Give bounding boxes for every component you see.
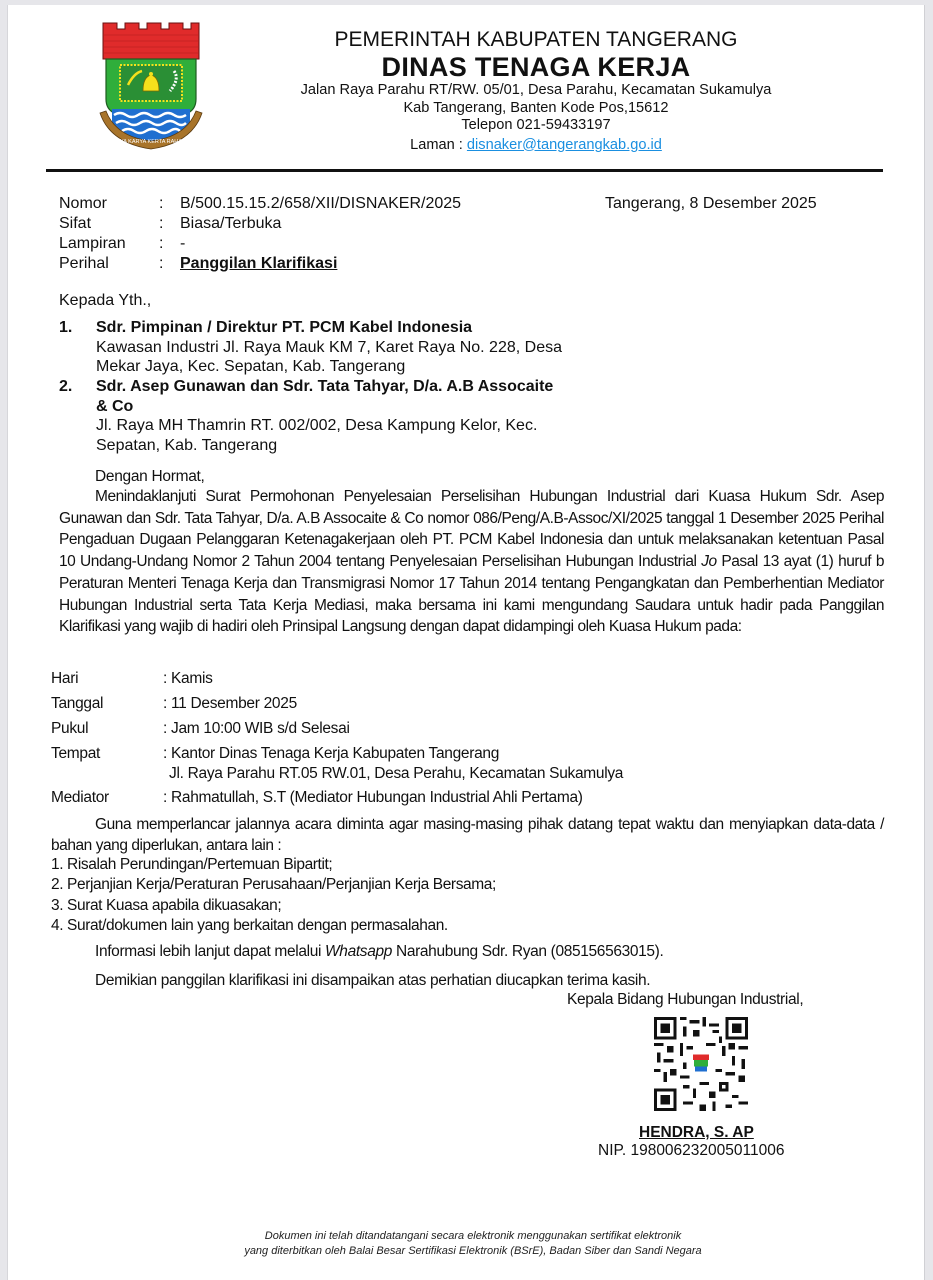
- recipient-number: 2.: [59, 378, 73, 395]
- schedule-label-pukul: Pukul: [51, 720, 89, 737]
- website-label: Laman :: [410, 136, 467, 153]
- schedule-value-hari: : Kamis: [163, 670, 213, 687]
- info-italic: Whatsapp: [325, 943, 393, 960]
- letter-date: Tangerang, 8 Desember 2025: [605, 195, 817, 212]
- schedule-value-pukul: : Jam 10:00 WIB s/d Selesai: [163, 720, 350, 737]
- paragraph-text: Guna memperlancar jalannya acara diminta agar masing-masing pihak datang tepat waktu dan menyiapkan data-data / bahan yang diperlukan, antara lain :: [51, 816, 884, 854]
- logo-motto: SATYA KARYA KERTA RAHARJA: [109, 139, 193, 145]
- salutation: Kepada Yth.,: [59, 292, 152, 309]
- meta-colon: :: [159, 235, 164, 252]
- meta-label-nomor: Nomor: [59, 195, 108, 212]
- paragraph-italic: Jo: [701, 553, 717, 571]
- signatory-nip: NIP. 198006232005011006: [598, 1142, 785, 1159]
- meta-value-perihal: Panggilan Klarifikasi: [180, 255, 338, 272]
- meta-colon: :: [159, 215, 164, 232]
- letterhead-divider: [46, 169, 883, 172]
- schedule-label-hari: Hari: [51, 670, 79, 687]
- requirements-list: [51, 855, 496, 936]
- paragraph-text: Pasal 13 ayat (1) huruf b Peraturan Menteri Tenaga Kerja dan Transmigrasi Nomor 17 Tahun 2014 tentang Pengangkatan dan Pemberhentian Mediator Hubungan Industrial serta Tata Kerja Mediasi, maka bersama ini kami mengundang Saudara untuk hadir pada Panggilan Klarifikasi yang wajib di hadiri oleh Prinsipal Langsung dengan dapat didampingi oleh Kuasa Hukum pada:: [59, 553, 885, 636]
- qr-code-signature: [654, 1017, 748, 1111]
- footnote-line: Dokumen ini telah ditandatangani secara elektronik menggunakan sertifikat elektronik: [264, 1230, 682, 1242]
- info-text: Informasi lebih lanjut dapat melalui: [95, 943, 326, 960]
- recipient-item: [96, 318, 596, 377]
- body-paragraph-1: [59, 486, 884, 638]
- electronic-signature-note: [208, 1229, 738, 1259]
- agency-name: DINAS TENAGA KERJA: [381, 52, 691, 82]
- greeting: Dengan Hormat,: [95, 468, 205, 485]
- meta-label-lampiran: Lampiran: [59, 235, 126, 252]
- meta-value-nomor: B/500.15.15.2/658/XII/DISNAKER/2025: [180, 195, 462, 212]
- requirement-item: 1. Risalah Perundingan/Pertemuan Bipartit;: [51, 856, 333, 873]
- address-line-2: Kab Tangerang, Banten Kode Pos,15612: [403, 99, 669, 116]
- website-link[interactable]: disnaker@tangerangkab.go.id: [466, 136, 662, 153]
- recipient-item: [96, 377, 596, 455]
- paragraph-text: Menindaklanjuti Surat Permohonan Penyelesaian Perselisihan Hubungan Industrial dari Kuasa Hukum Sdr. Asep Gunawan dan Sdr. Tata Tahyar, D/a. A.B Assocaite & Co nomor 086/Peng/A.B-Assoc/XI/2025 tanggal 1 Desember 2025 Perihal Pengaduan Dugaan Pelanggaran Ketenagakerjaan oleh PT. PCM Kabel Indonesia dan untuk melaksanakan ketentuan Pasal 10 Undang-Undang Nomor 2 Tahun 2004 tentang Penyelesaian Perselisihan Hubungan Industrial: [59, 488, 884, 571]
- letter-page: [7, 5, 925, 1280]
- schedule-value-tempat-address: Jl. Raya Parahu RT.05 RW.01, Desa Perahu, Kecamatan Sukamulya: [169, 765, 624, 782]
- meta-value-lampiran: -: [180, 235, 186, 252]
- phone-number: Telepon 021-59433197: [461, 117, 611, 133]
- letterhead: [258, 27, 814, 154]
- signatory-name: HENDRA, S. AP: [639, 1124, 754, 1141]
- requirement-item: 2. Perjanjian Kerja/Peraturan Perusahaan/Perjanjian Kerja Bersama;: [51, 876, 496, 894]
- meta-colon: :: [159, 255, 164, 272]
- recipient-name: Sdr. Pimpinan / Direktur PT. PCM Kabel Indonesia: [96, 319, 473, 336]
- address-line-1: Jalan Raya Parahu RT/RW. 05/01, Desa Parahu, Kecamatan Sukamulya: [300, 82, 772, 98]
- meta-value-sifat: Biasa/Terbuka: [180, 215, 282, 232]
- recipient-name-cont: & Co: [96, 397, 134, 415]
- recipient-address: Kawasan Industri Jl. Raya Mauk KM 7, Karet Raya No. 228, Desa Mekar Jaya, Kec. Sepatan, Kab. Tangerang: [96, 338, 562, 375]
- government-name: PEMERINTAH KABUPATEN TANGERANG: [334, 28, 738, 51]
- schedule-value-mediator: : Rahmatullah, S.T (Mediator Hubungan Industrial Ahli Pertama): [163, 789, 583, 806]
- body-paragraph-2: [51, 815, 884, 856]
- schedule-value-tempat: : Kantor Dinas Tenaga Kerja Kabupaten Tangerang: [163, 745, 500, 762]
- requirement-item: 4. Surat/dokumen lain yang berkaitan dengan permasalahan.: [51, 916, 448, 934]
- info-contact: [95, 943, 663, 961]
- info-text: Narahubung Sdr. Ryan (085156563015).: [392, 943, 664, 960]
- requirement-item: 3. Surat Kuasa apabila dikuasakan;: [51, 896, 282, 914]
- closing-sentence: Demikian panggilan klarifikasi ini disampaikan atas perhatian diucapkan terima kasih.: [95, 972, 651, 989]
- schedule-label-tanggal: Tanggal: [51, 695, 104, 712]
- recipient-number: 1.: [59, 319, 73, 336]
- schedule-label-mediator: Mediator: [51, 789, 109, 806]
- kabupaten-tangerang-logo: [98, 19, 204, 159]
- footnote-line: yang diterbitkan oleh Balai Besar Sertifikasi Elektronik (BSrE), Badan Siber dan Sandi Negara: [244, 1245, 702, 1257]
- recipient-name: Sdr. Asep Gunawan dan Sdr. Tata Tahyar, D/a. A.B Assocaite: [96, 378, 554, 395]
- meta-colon: :: [159, 195, 164, 212]
- schedule-label-tempat: Tempat: [51, 745, 101, 762]
- meta-label-sifat: Sifat: [59, 215, 92, 232]
- recipient-address: Jl. Raya MH Thamrin RT. 002/002, Desa Kampung Kelor, Kec. Sepatan, Kab. Tangerang: [96, 417, 538, 454]
- signatory-position: Kepala Bidang Hubungan Industrial,: [567, 991, 804, 1008]
- schedule-value-tanggal: : 11 Desember 2025: [163, 695, 297, 712]
- meta-label-perihal: Perihal: [59, 255, 109, 272]
